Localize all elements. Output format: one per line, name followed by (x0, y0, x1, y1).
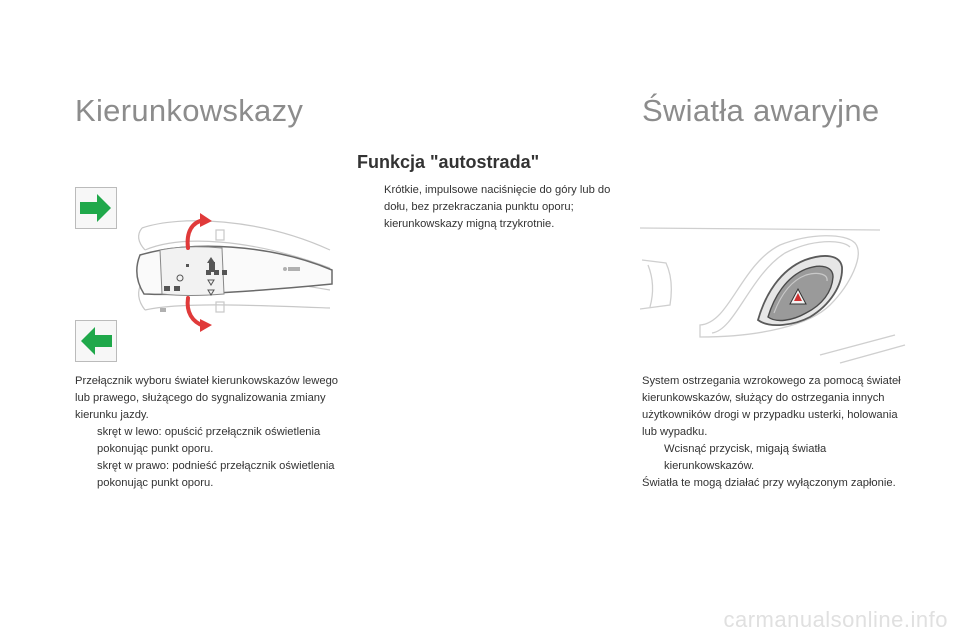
hazard-lights-text (642, 373, 902, 492)
arrow-left-icon (75, 320, 117, 362)
page-title-hazard-lights: Światła awaryjne (642, 93, 880, 128)
bullet-text: Krótkie, impulsowe naciśnięcie do góry lub do dołu, bez przekraczania punktu oporu; kierunkowskazy migną trzykrotnie. (384, 184, 611, 230)
light-stalk-illustration (120, 210, 335, 335)
motorway-function-text (362, 182, 624, 233)
turn-signals-text (75, 373, 345, 492)
watermark: carmanualsonline.info (723, 607, 948, 632)
intro-paragraph: System ostrzegania wzrokowego za pomocą świateł kierunkowskazów, służący do ostrzegania innych użytkowników drogi w przypadku usterki, holowania lub wypadku. (642, 375, 901, 438)
bullet-text: skręt w lewo: opuścić przełącznik oświetlenia pokonując punkt oporu. (97, 426, 321, 455)
bullet-item (75, 424, 345, 458)
arrow-right-icon (75, 187, 117, 229)
section-heading-motorway-function: Funkcja "autostrada" (357, 152, 540, 172)
bullet-item (75, 458, 345, 492)
intro-paragraph: Przełącznik wyboru świateł kierunkowskazów lewego lub prawego, służącego do sygnalizowania zmiany kierunku jazdy. (75, 375, 339, 421)
bullet-item (642, 441, 902, 475)
page-title-turn-signals: Kierunkowskazy (75, 93, 304, 128)
bullet-text: skręt w prawo: podnieść przełącznik oświetlenia pokonując punkt oporu. (97, 460, 335, 489)
hazard-button-illustration (640, 225, 910, 365)
note-paragraph: Światła te mogą działać przy wyłączonym zapłonie. (642, 477, 896, 489)
bullet-item (362, 182, 624, 233)
bullet-text: Wcisnąć przycisk, migają światła kierunkowskazów. (664, 443, 827, 472)
